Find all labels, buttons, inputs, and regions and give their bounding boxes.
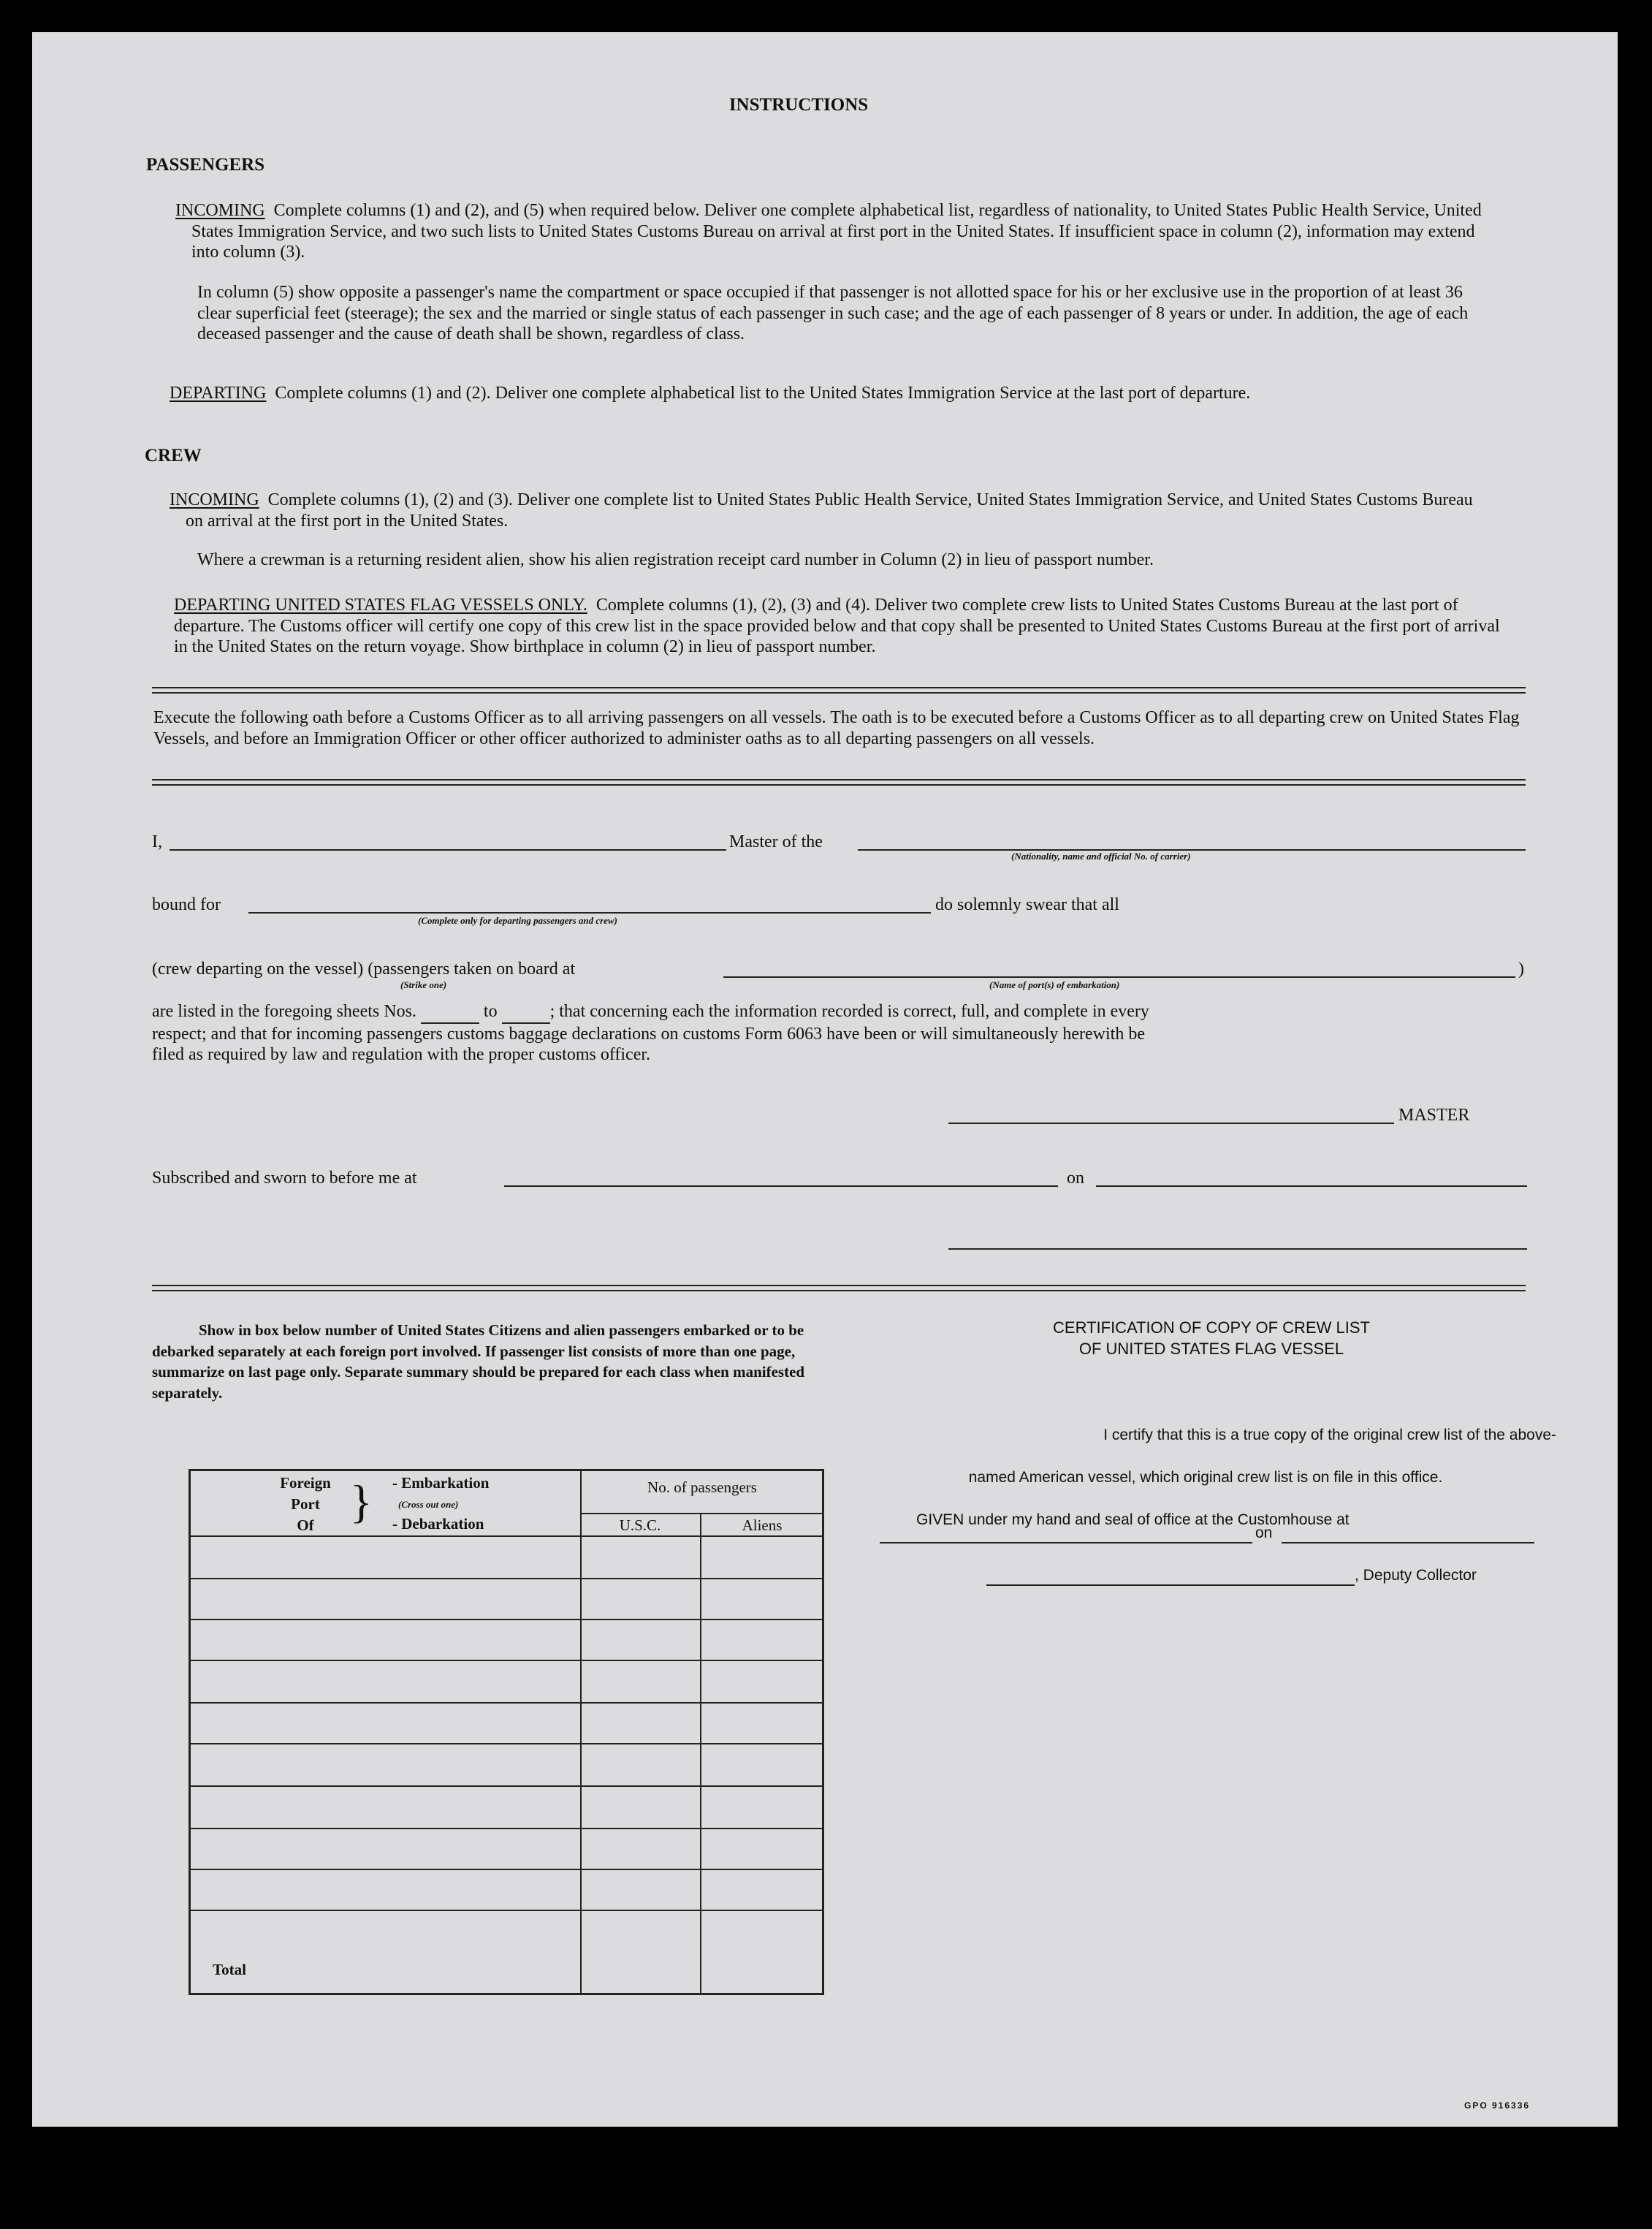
foreign-label: Foreign	[280, 1474, 331, 1492]
passengers-incoming-text: Complete columns (1) and (2), and (5) when required below. Deliver one complete alphabetical list, regardless of nationality, to United States Public Health Service, United States Immigration Service, and two such lists to United States Customs Bureau on arrival at first port in the United States. If insufficient space in column (2), information may extend into column (3).	[191, 201, 1482, 262]
bound-for-label: bound for	[152, 895, 221, 914]
embarkation-ports-field[interactable]	[723, 976, 1515, 978]
subscribed-date-field[interactable]	[1096, 1185, 1527, 1187]
certification-text-3: GIVEN under my hand and seal of office at the Customhouse at	[916, 1511, 1350, 1528]
passengers-heading: PASSENGERS	[146, 155, 265, 175]
crew-incoming-text: Complete columns (1), (2) and (3). Deliver one complete list to United States Public Health Service, United States Immigration Service, and United States Customs Bureau on arrival at the first port in the United States.	[186, 490, 1473, 531]
sheet-to-field[interactable]	[502, 1001, 550, 1024]
subscribed-label: Subscribed and sworn to before me at	[152, 1169, 417, 1188]
listed-text-2: ; that concerning each the information recorded is correct, full, and complete in every	[549, 1002, 1149, 1021]
oath-i-label: I,	[152, 832, 162, 851]
form-sheet	[32, 32, 1618, 2127]
listed-to: to	[483, 1002, 498, 1021]
deputy-collector-label: , Deputy Collector	[1355, 1567, 1477, 1584]
deputy-collector-signature-field[interactable]	[986, 1584, 1355, 1586]
bound-for-field[interactable]	[248, 912, 931, 914]
crew-incoming-label: INCOMING	[170, 490, 259, 509]
divider-rule	[152, 687, 1526, 694]
of-label: Of	[297, 1516, 314, 1534]
certification-title-2: OF UNITED STATES FLAG VESSEL	[1078, 1340, 1344, 1358]
debarkation-label: - Debarkation	[392, 1515, 484, 1533]
strike-one-note: (Strike one)	[400, 979, 447, 990]
certification-on-label: on	[1255, 1524, 1273, 1541]
passenger-summary-table	[189, 1469, 824, 1995]
brace-icon: }	[350, 1476, 373, 1527]
instructions-title: INSTRUCTIONS	[728, 95, 869, 115]
subscribed-place-field[interactable]	[504, 1185, 1058, 1187]
nationality-note: (Nationality, name and official No. of carrier)	[1011, 851, 1191, 862]
crew-incoming-paragraph	[170, 490, 1491, 531]
cross-out-note: (Cross out one)	[398, 1499, 459, 1510]
swear-label: do solemnly swear that all	[935, 895, 1119, 914]
sheet-from-field[interactable]	[421, 1001, 479, 1024]
aliens-header: Aliens	[742, 1516, 783, 1534]
divider-rule	[152, 1285, 1526, 1291]
listed-paragraph	[152, 1001, 1526, 1066]
passengers-departing-label: DEPARTING	[170, 384, 267, 403]
crew-departing-text: Complete columns (1), (2), (3) and (4). Deliver two complete crew lists to United States Customs Bureau at the last port of departure. The Customs officer will certify one copy of this crew list in the space provided below and that copy shall be presented to United States Customs Bureau at the first port of arrival in the United States on the return voyage. Show birthplace in column (2) in lieu of passport number.	[174, 596, 1500, 656]
ports-note: (Name of port(s) of embarkation)	[989, 979, 1120, 990]
divider-rule	[152, 779, 1526, 786]
certification-date-field[interactable]	[1282, 1542, 1534, 1543]
passengers-departing-paragraph	[170, 383, 1499, 404]
close-paren: )	[1518, 960, 1524, 979]
master-name-field[interactable]	[170, 849, 726, 851]
embarkation-label: - Embarkation	[392, 1474, 490, 1492]
passengers-column5-paragraph: In column (5) show opposite a passenger's name the compartment or space occupied if that passenger is not allotted space for his or her exclusive use in the proportion of at least 36 clear superficial feet (steerage); the sex and the married or single status of each passenger in such case; and the age of each passenger of 8 years or under. In addition, the age of each deceased passenger and the cause of death shall be shown, regardless of class.	[197, 283, 1469, 343]
carrier-field[interactable]	[858, 849, 1526, 851]
crew-departing-label: DEPARTING UNITED STATES FLAG VESSELS ONLY.	[174, 596, 587, 615]
passengers-incoming-paragraph	[175, 200, 1499, 263]
summary-instruction: Show in box below number of United States Citizens and alien passengers embarked or to be debarked separately at each foreign port involved. If passenger list consists of more than one page, summarize on last page only. Separate summary should be prepared for each class when manifested separately.	[152, 1321, 805, 1402]
certification-text-1: I certify that this is a true copy of the original crew list of the above-	[1103, 1427, 1556, 1443]
listed-text-4: filed as required by law and regulation with the proper customs officer.	[152, 1045, 651, 1064]
subscribed-on-label: on	[1067, 1169, 1084, 1188]
passengers-departing-text: Complete columns (1) and (2). Deliver one complete alphabetical list to the United States Immigration Service at the last port of departure.	[275, 384, 1251, 403]
listed-text-1: are listed in the foregoing sheets Nos.	[152, 1002, 416, 1021]
passengers-incoming-label: INCOMING	[175, 201, 265, 220]
no-passengers-header: No. of passengers	[647, 1478, 757, 1496]
total-label: Total	[213, 1961, 246, 1978]
gpo-number: GPO 916336	[1464, 2100, 1531, 2111]
certification-text-2: named American vessel, which original crew list is on file in this office.	[968, 1469, 1443, 1486]
officer-signature-field[interactable]	[948, 1248, 1527, 1250]
usc-header: U.S.C.	[619, 1516, 661, 1534]
certification-title-1: CERTIFICATION OF COPY OF CREW LIST	[1053, 1318, 1370, 1337]
listed-text-3: respect; and that for incoming passengers customs baggage declarations on customs Form 6063 have been or will simultaneously herewith be	[152, 1024, 1145, 1044]
crew-departing-paragraph	[174, 595, 1502, 658]
complete-only-note: (Complete only for departing passengers and crew)	[418, 915, 617, 926]
foreign-port-of-header	[271, 1473, 340, 1536]
customhouse-field[interactable]	[880, 1542, 1252, 1543]
crew-departing-label: (crew departing on the vessel) (passengers taken on board at	[152, 960, 576, 979]
master-of-the-label: Master of the	[729, 832, 823, 851]
master-label: MASTER	[1398, 1106, 1470, 1125]
crew-heading: CREW	[145, 446, 202, 466]
oath-intro: Execute the following oath before a Customs Officer as to all arriving passengers on all vessels. The oath is to be executed before a Customs Officer as to all departing crew on United States Flag Vessels, and before an Immigration Officer or other officer authorized to administer oaths as to all departing passengers on all vessels.	[153, 708, 1520, 748]
crew-resident-paragraph: Where a crewman is a returning resident alien, show his alien registration receipt card number in Column (2) in lieu of passport number.	[197, 550, 1154, 569]
master-signature-field[interactable]	[948, 1123, 1394, 1124]
port-label: Port	[291, 1495, 320, 1513]
certification-title	[902, 1317, 1521, 1359]
